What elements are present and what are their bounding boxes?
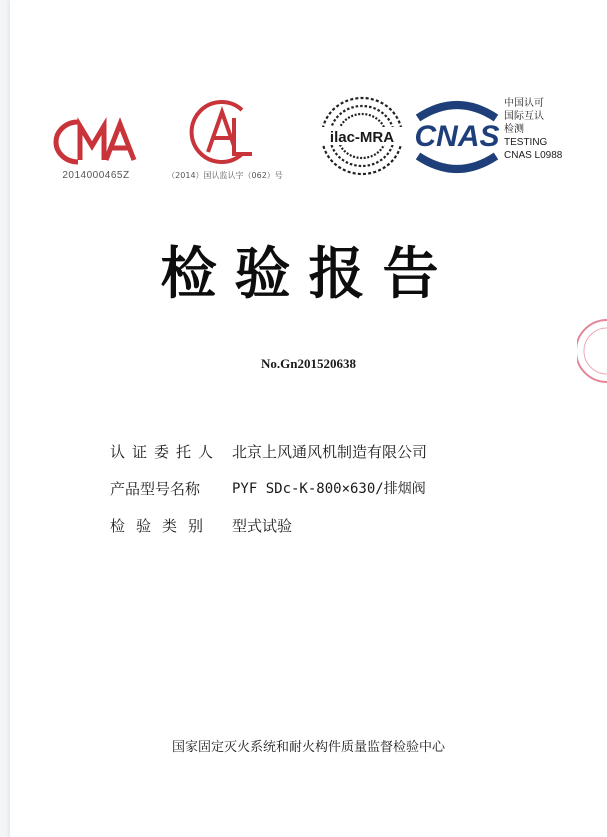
test-type-label: 检验类别: [110, 516, 215, 535]
cnas-line-2: 国际互认: [504, 111, 544, 122]
client-value: 北京上风通风机制造有限公司: [232, 442, 428, 461]
product-field: [110, 476, 426, 500]
report-title: 检验报告: [160, 242, 457, 307]
ilac-mark-text: ilac-MRA: [329, 129, 395, 146]
product-value: PYF SDc-K-800×630/排烟阀: [232, 481, 426, 497]
cal-code: （2014）国认监认字（062）号: [167, 171, 283, 180]
cnas-line-5: CNAS L0988: [504, 150, 563, 161]
seal-stamp-icon: [577, 316, 607, 386]
client-field: [110, 439, 427, 463]
cnas-mark-text: CNAS: [414, 120, 500, 153]
test-type-field: [110, 513, 292, 537]
test-type-value: 型式试验: [232, 516, 293, 535]
cma-logo: [40, 112, 144, 172]
cma-code: 2014000465Z: [62, 170, 130, 181]
cnas-line-3: 检测: [504, 124, 524, 135]
client-label: 认证委托人: [110, 442, 221, 461]
report-number: No.Gn201520638: [261, 356, 356, 371]
cnas-line-1: 中国认可: [504, 98, 544, 109]
cnas-accreditation-text: [504, 97, 604, 162]
report-page: [10, 0, 607, 837]
cnas-line-4: TESTING: [504, 137, 548, 148]
issuing-organization: 国家固定灭火系统和耐火构件质量监督检验中心: [171, 740, 445, 755]
cal-logo: [178, 96, 262, 168]
product-label: 产品型号名称: [110, 479, 201, 498]
cnas-logo: [402, 100, 512, 174]
ilac-mra-logo: [316, 94, 408, 178]
